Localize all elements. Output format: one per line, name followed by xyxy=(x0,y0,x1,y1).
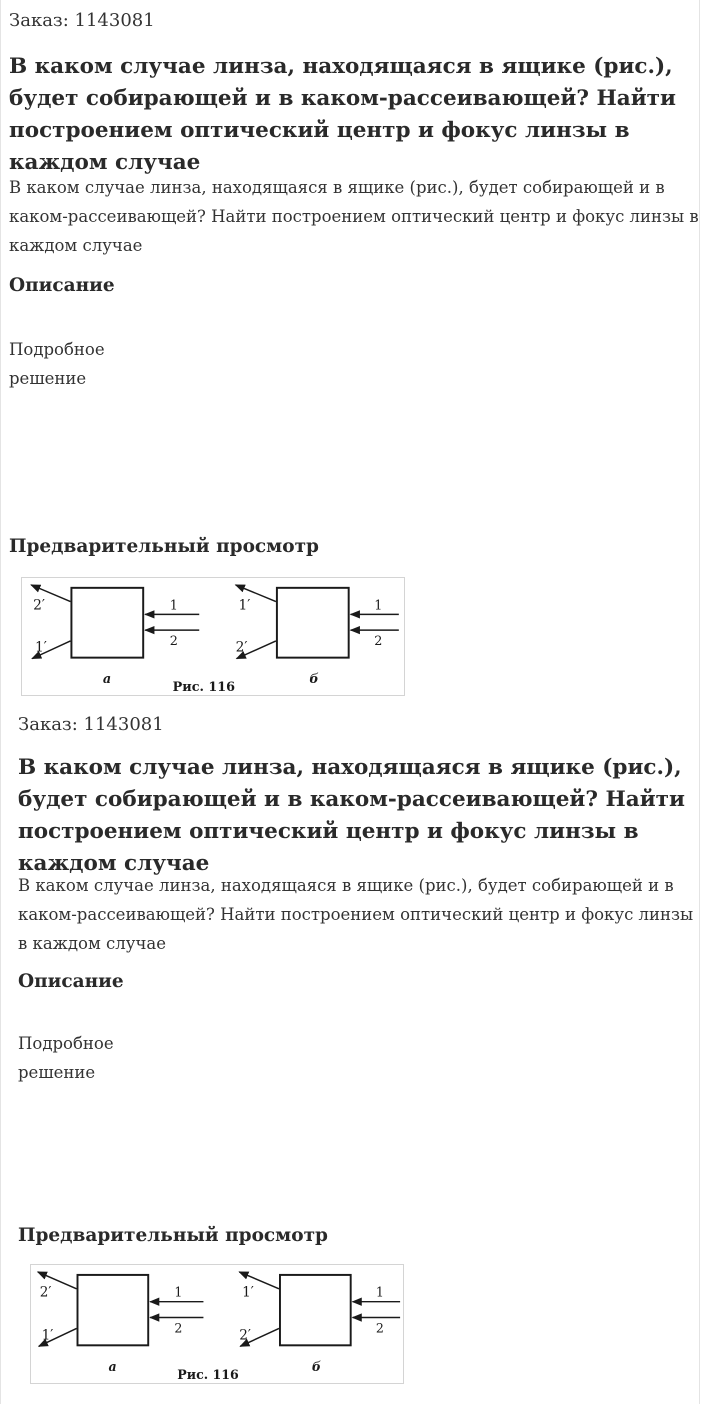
panel-label-a: а xyxy=(108,1359,117,1376)
description-heading: Описание xyxy=(9,275,115,296)
problem-description: В каком случае линза, находящаяся в ящике (рис.), будет собирающей и в каком-рассеивающей? Найти построением оптический центр и фокус линзы в каждом случае xyxy=(9,178,699,255)
ray-label-2prime-b: 2′ xyxy=(235,639,248,656)
solution-note xyxy=(18,1029,218,1087)
preview-heading: Предварительный просмотр xyxy=(18,1225,328,1246)
ray-label-2prime-a: 2′ xyxy=(33,597,45,614)
figure-caption: Рис. 116 xyxy=(177,1367,239,1383)
page-title: В каком случае линза, находящаяся в ящике (рис.), будет собирающей и в каком-рассеивающей? Найти построением оптический центр и фокус линзы в каждом случае xyxy=(18,755,685,876)
problem-description: В каком случае линза, находящаяся в ящике (рис.), будет собирающей и в каком-рассеивающей? Найти построением оптический центр и фокус линзы в каждом случае xyxy=(18,876,694,953)
ray-label-1prime-b: 1′ xyxy=(238,597,251,614)
ray-label-1-b: 1 xyxy=(374,598,383,614)
order-label: Заказ: 1143081 xyxy=(9,10,155,31)
ray-label-1prime-a: 1′ xyxy=(41,1327,54,1344)
figure-panel-b xyxy=(239,1272,400,1375)
ray-label-2prime-b: 2′ xyxy=(239,1327,251,1344)
figure-caption: Рис. 116 xyxy=(172,680,236,695)
solution-note-line-1: Подробное xyxy=(9,340,105,359)
ray-label-2-b: 2 xyxy=(375,1321,384,1337)
page-title: В каком случае линза, находящаяся в ящике (рис.), будет собирающей и в каком-рассеивающей? Найти построением оптический центр и фокус линзы в каждом случае xyxy=(9,54,676,175)
lens-box-b xyxy=(280,1275,351,1345)
ray-label-2-b: 2 xyxy=(374,633,383,649)
lens-box-b xyxy=(277,588,349,658)
ray-label-1-a: 1 xyxy=(174,1285,183,1301)
ray-label-1prime-a: 1′ xyxy=(35,639,47,656)
ray-label-1-b: 1 xyxy=(375,1285,384,1301)
preview-heading: Предварительный просмотр xyxy=(9,536,319,557)
ray-label-2-a: 2 xyxy=(169,633,178,649)
panel-label-b: б xyxy=(309,672,319,688)
figure-panel-b xyxy=(236,585,399,687)
solution-note-line-2: решение xyxy=(9,369,87,388)
ray-label-1-a: 1 xyxy=(169,598,178,614)
panel-label-b: б xyxy=(311,1359,322,1376)
solution-note-line-1: Подробное xyxy=(18,1034,114,1053)
lens-box-a xyxy=(78,1275,149,1345)
ray-label-1prime-b: 1′ xyxy=(242,1284,254,1301)
order-label: Заказ: 1143081 xyxy=(18,714,164,735)
lens-box-a xyxy=(71,588,143,658)
right-frame-edge xyxy=(699,0,700,1404)
solution-note-line-2: решение xyxy=(18,1063,96,1082)
lens-box-figure xyxy=(22,578,404,695)
figure-panel-a xyxy=(31,585,199,687)
panel-label-a: а xyxy=(102,672,112,688)
preview-image[interactable] xyxy=(30,1264,404,1384)
figure-panel-a xyxy=(38,1272,204,1375)
preview-image[interactable] xyxy=(21,577,405,696)
solution-note xyxy=(9,335,209,393)
lens-box-figure xyxy=(31,1265,403,1383)
description-heading: Описание xyxy=(18,971,124,992)
ray-label-2prime-a: 2′ xyxy=(39,1284,52,1301)
ray-label-2-a: 2 xyxy=(174,1321,183,1337)
left-frame-edge xyxy=(0,0,1,1404)
